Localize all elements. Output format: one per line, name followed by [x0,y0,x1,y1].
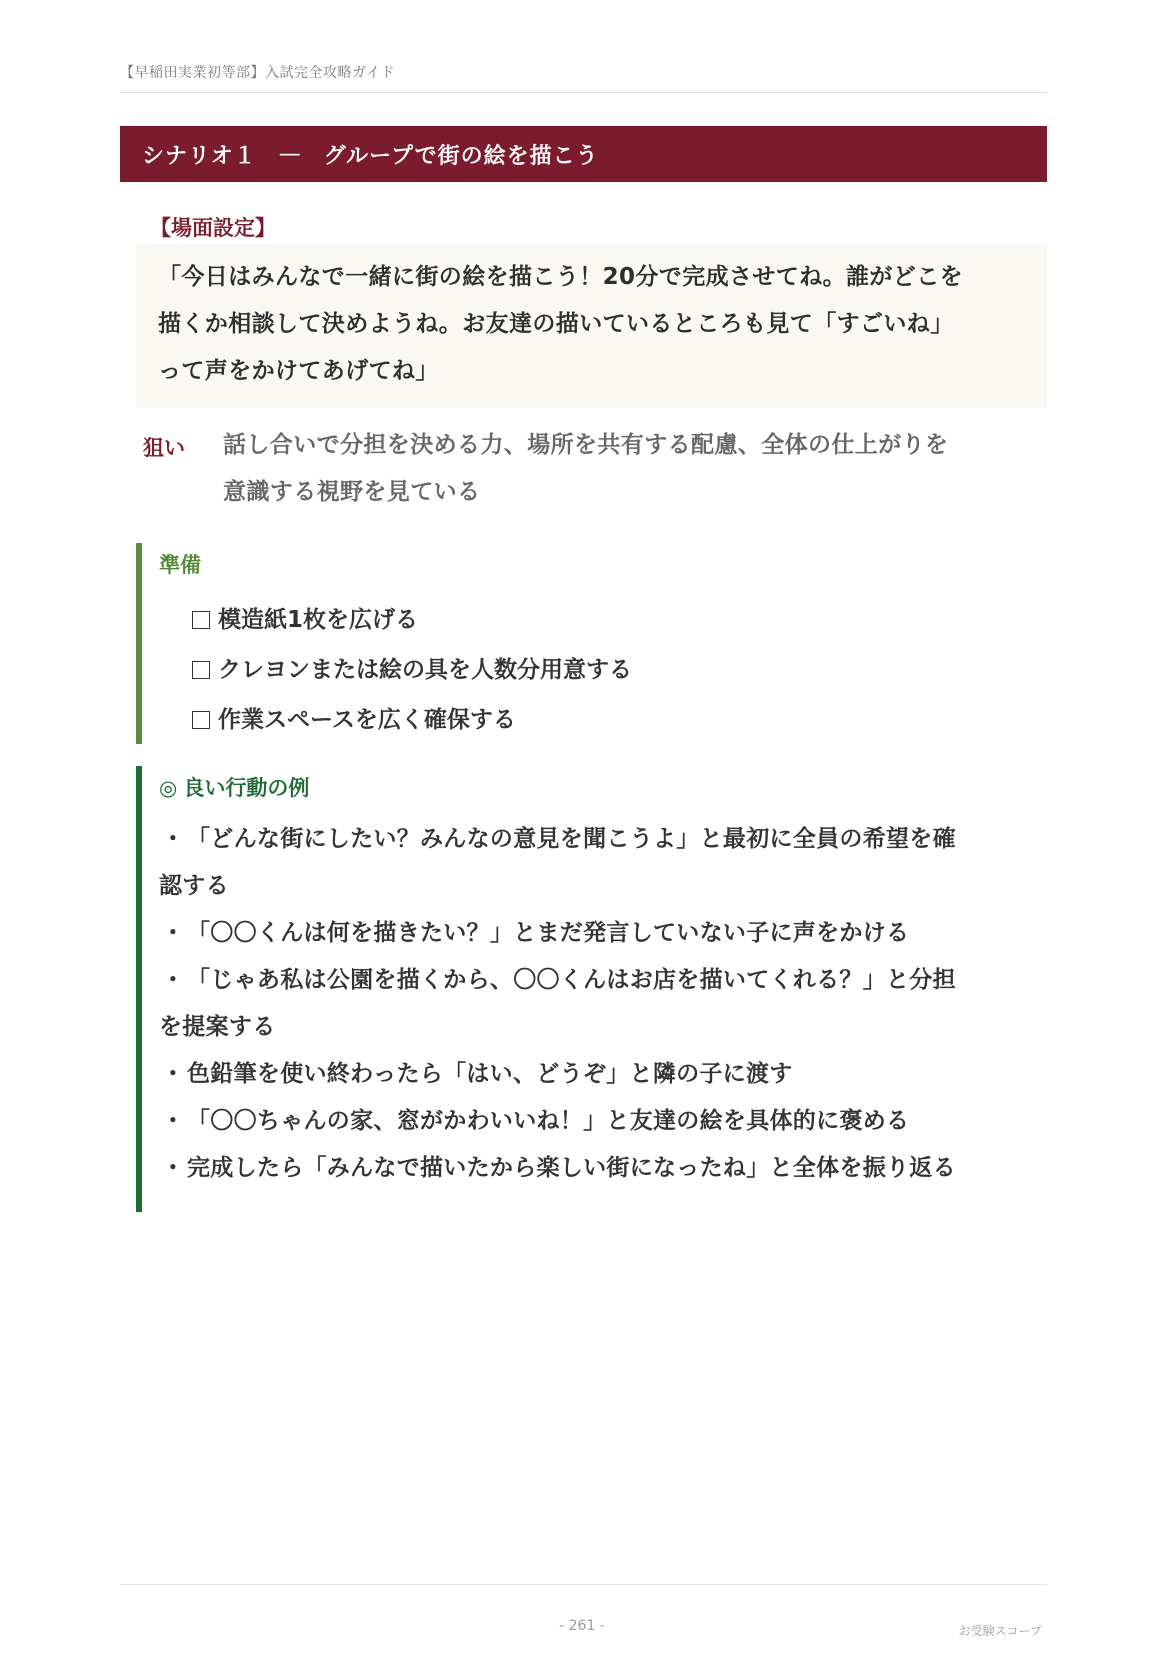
list-item [159,1098,1039,1145]
header-divider [120,92,1047,93]
scene-setting-box [136,244,1047,408]
checklist-item [192,695,632,745]
list-item [159,1051,1039,1098]
preparation-title: 準備 [159,553,201,577]
scenario-separator: — [278,141,302,167]
list-item-text: 「〇〇ちゃんの家、窓がかわいいね！」と友達の絵を具体的に褒める [187,1108,910,1134]
bullet-icon: ・ [161,826,185,852]
list-item-text: 「どんな街にしたい？みんなの意見を聞こうよ」と最初に全員の希望を確 [187,826,956,852]
footer-divider [120,1584,1047,1585]
aim-line: 意識する視野を見ている [223,479,481,505]
list-item-text: 認する [159,873,229,899]
scenario-title: グループで街の絵を描こう [323,143,599,169]
bullet-icon: ・ [161,1108,185,1134]
preparation-checklist [192,595,632,745]
footer-brand: お受験スコープ [958,1624,1042,1638]
preparation-section [136,543,1036,744]
list-item-text: 「じゃあ私は公園を描くから、〇〇くんはお店を描いてくれる？」と分担 [187,967,956,993]
list-item-text: を提案する [159,1014,276,1040]
good-examples-list [159,816,1039,1192]
bullet-icon: ・ [161,1061,185,1087]
list-item [159,910,1039,957]
aim-label: 狙い [143,436,185,460]
good-examples-title [159,772,309,802]
good-examples-section [136,766,1046,1212]
list-item [159,957,1039,1051]
list-item-text: 完成したら「みんなで描いたから楽しい街になったね」と全体を振り返る [187,1155,956,1181]
scene-setting-line: 描くか相談して決めようね。お友達の描いているところも見て「すごいね」 [158,311,954,337]
list-item [159,1145,1039,1192]
scene-setting-line: って声をかけてあげてね」 [158,358,439,384]
scene-setting-line: 「今日はみんなで一緒に街の絵を描こう！20分で完成させてね。誰がどこを [158,264,964,290]
list-item-text: 「〇〇くんは何を描きたい？」とまだ発言していない子に声をかける [187,920,910,946]
checkbox-icon [192,611,210,629]
checkbox-icon [192,661,210,679]
checklist-item [192,595,632,645]
checklist-item-label: 作業スペースを広く確保する [218,707,516,733]
running-header: 【早稲田実業初等部】入試完全攻略ガイド [120,65,396,81]
good-examples-heading: 良い行動の例 [183,776,310,800]
aim-line: 話し合いで分担を決める力、場所を共有する配慮、全体の仕上がりを [223,432,949,458]
bullet-icon: ・ [161,1155,185,1181]
checklist-item-label: クレヨンまたは絵の具を人数分用意する [218,657,632,683]
scenario-title-bar [120,126,1047,182]
list-item-text: 色鉛筆を使い終わったら「はい、どうぞ」と隣の子に渡す [187,1061,793,1087]
checklist-item-label: 模造紙1枚を広げる [218,607,419,633]
aim-text [223,422,1033,516]
bullet-icon: ・ [161,967,185,993]
checklist-item [192,645,632,695]
list-item [159,816,1039,910]
page-number: - 261 - [559,1618,605,1634]
scenario-number: シナリオ１ [142,143,257,169]
checkbox-icon [192,711,210,729]
double-circle-icon: ◎ [159,776,178,800]
scene-setting-label: 【場面設定】 [150,216,276,240]
bullet-icon: ・ [161,920,185,946]
